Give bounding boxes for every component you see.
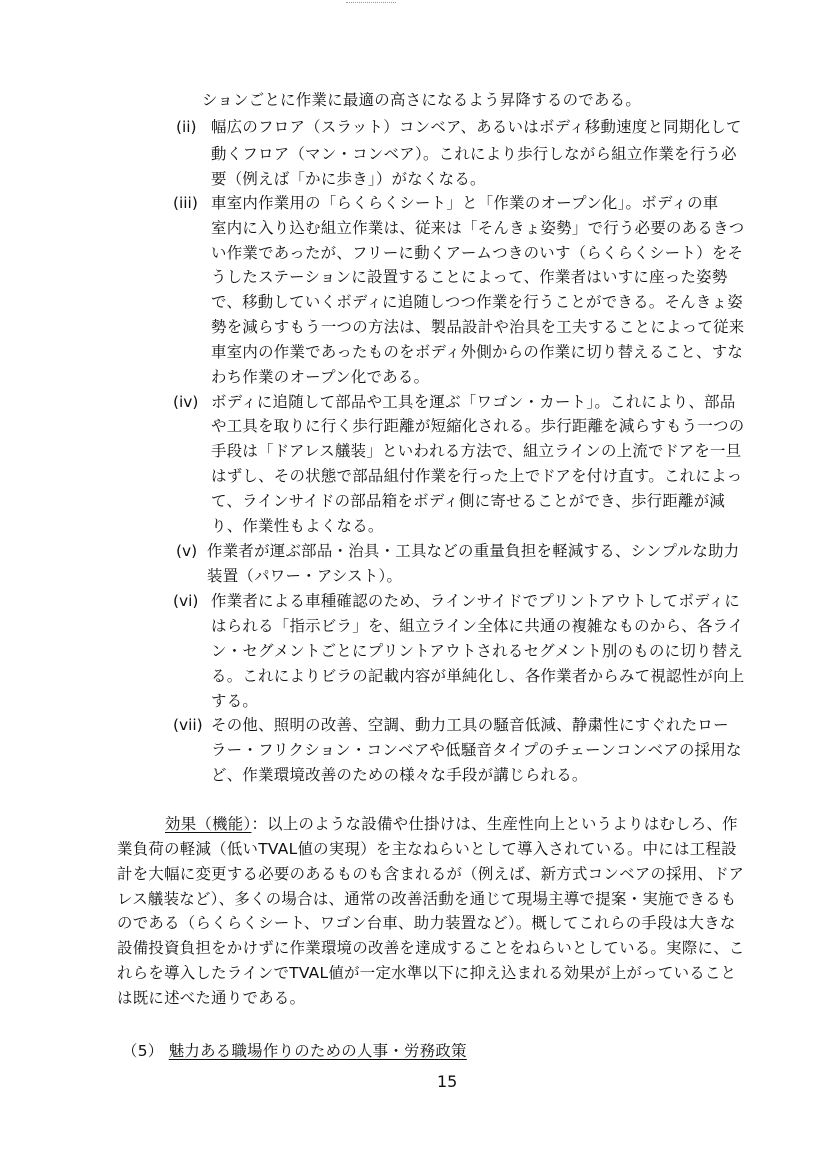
scan-mark (346, 2, 396, 3)
item-iii-line-3: い作業であったが、フリーに動くアームつきのいす（らくらくシート）をそ (211, 244, 744, 262)
item-vi-line-4: る。これによりビラの記載内容が単純化し、各作業者からみて視認性が向上 (211, 667, 745, 685)
item-vi-label: (vi) (173, 592, 199, 610)
item-iii-line-5: で、移動していくボディに追随しつつ作業を行うことができる。そんきょ姿 (211, 293, 743, 311)
effect-line-2: 業負荷の軽減（低いTVAL値の実現）を主なねらいとして導入されている。中には工程設 (117, 840, 737, 858)
item-iii-line-2: 室内に入り込む組立作業は、従来は「そんきょ姿勢」で行う必要のあるきつ (211, 219, 745, 237)
effect-line-5: のである（らくらくシート、ワゴン台車、助力装置など）。概してこれらの手段は大きな (117, 914, 736, 932)
effect-line-7: れらを導入したラインでTVAL値が一定水準以下に抑え込まれる効果が上がっていること (117, 964, 737, 982)
effect-line-6: 設備投資負担をかけずに作業環境の改善を達成することをねらいとしている。実際に、こ (117, 939, 745, 957)
item-iv-line-3: 手段は「ドアレス艤装」といわれる方法で、組立ラインの上流でドアを一旦 (211, 442, 742, 460)
item-v-line-2: 装置（パワー・アシスト）。 (207, 567, 403, 585)
item-iii-label: (iii) (173, 194, 198, 212)
item-ii-line-2: 動くフロア（マン・コンベア）。これにより歩行しながら組立作業を行う必 (211, 145, 737, 163)
item-ii-line-3: 要（例えば「かに歩き」）がなくなる。 (211, 170, 486, 188)
item-vii-line-3: ど、作業環境改善のための様々な手段が講じられる。 (211, 766, 588, 784)
section-heading (122, 1042, 467, 1061)
item-iv-line-4: はずし、その状態で部品組付作業を行った上でドアを付け直す。これによっ (211, 467, 743, 485)
item-iii-line-7: 車室内の作業であったものをボディ外側からの作業に切り替えること、すな (211, 343, 744, 361)
item-vi-line-3: ン・セグメントごとにプリントアウトされるセグメント別のものに切り替え (211, 642, 744, 660)
effect-line-1 (165, 815, 738, 834)
item-iii-line-6: 勢を減らすもう一つの方法は、製品設計や治具を工夫することによって従来 (211, 318, 745, 336)
continuation-line: ションごとに作業に最適の高さになるよう昇降するのである。 (202, 91, 642, 109)
item-v-line-1: 作業者が運ぶ部品・治具・工具などの重量負担を軽減する、シンプルな助力 (207, 542, 740, 560)
section-number: （5） (122, 1042, 164, 1060)
item-iii-line-1: 車室内作業用の「らくらくシート」と「作業のオープン化」。ボディの車 (211, 194, 719, 212)
item-iv-line-6: り、作業性もよくなる。 (211, 517, 384, 535)
item-vi-line-1: 作業者による車種確認のため、ラインサイドでプリントアウトしてボディに (211, 592, 741, 610)
item-iii-line-4: うしたステーションに設置することによって、作業者はいすに座った姿勢 (211, 268, 728, 286)
item-vii-line-2: ラー・フリクション・コンベアや低騒音タイプのチェーンコンベアの採用な (211, 741, 742, 759)
item-iv-line-1: ボディに追随して部品や工具を運ぶ「ワゴン・カート」。これにより、部品 (211, 393, 736, 411)
item-vi-line-5: する。 (211, 692, 259, 710)
item-iv-line-5: て、ラインサイドの部品箱をボディ側に寄せることができ、歩行距離が減 (211, 492, 726, 510)
effect-line-8: は既に述べた通りである。 (117, 989, 306, 1007)
effect-line-3: 計を大幅に変更する必要のあるものも含まれるが（例えば、新方式コンベアの採用、ドア (117, 865, 745, 883)
item-iii-line-8: わち作業のオープン化である。 (211, 368, 430, 386)
item-vii-label: (vii) (173, 716, 203, 734)
effect-line-4: レス艤装など）、多くの場合は、通常の改善活動を通じて現場主導で提案・実施できるも (117, 890, 737, 908)
item-vii-line-1: その他、照明の改善、空調、動力工具の騒音低減、静粛性にすぐれたロー (211, 716, 729, 734)
section-title: 魅力ある職場作りのための人事・労務政策 (168, 1042, 467, 1060)
item-ii-label: (ii) (176, 118, 197, 136)
item-iv-line-2: や工具を取りに行く歩行距離が短縮化される。歩行距離を減らすもう一つの (211, 417, 745, 435)
effect-heading: 効果（機能） (165, 815, 252, 833)
effect-first-line: ：以上のような設備や仕掛けは、生産性向上というよりはむしろ、作 (251, 815, 738, 833)
item-vi-line-2: はられる「指示ビラ」を、組立ライン全体に共通の複雑なものから、各ライ (211, 617, 744, 635)
item-ii-line-1: 幅広のフロア（スラット）コンベア、あるいはボディ移動速度と同期化して (211, 118, 742, 136)
item-iv-label: (iv) (173, 393, 199, 411)
page-number: 15 (437, 1072, 458, 1091)
item-v-label: (v) (176, 542, 198, 560)
